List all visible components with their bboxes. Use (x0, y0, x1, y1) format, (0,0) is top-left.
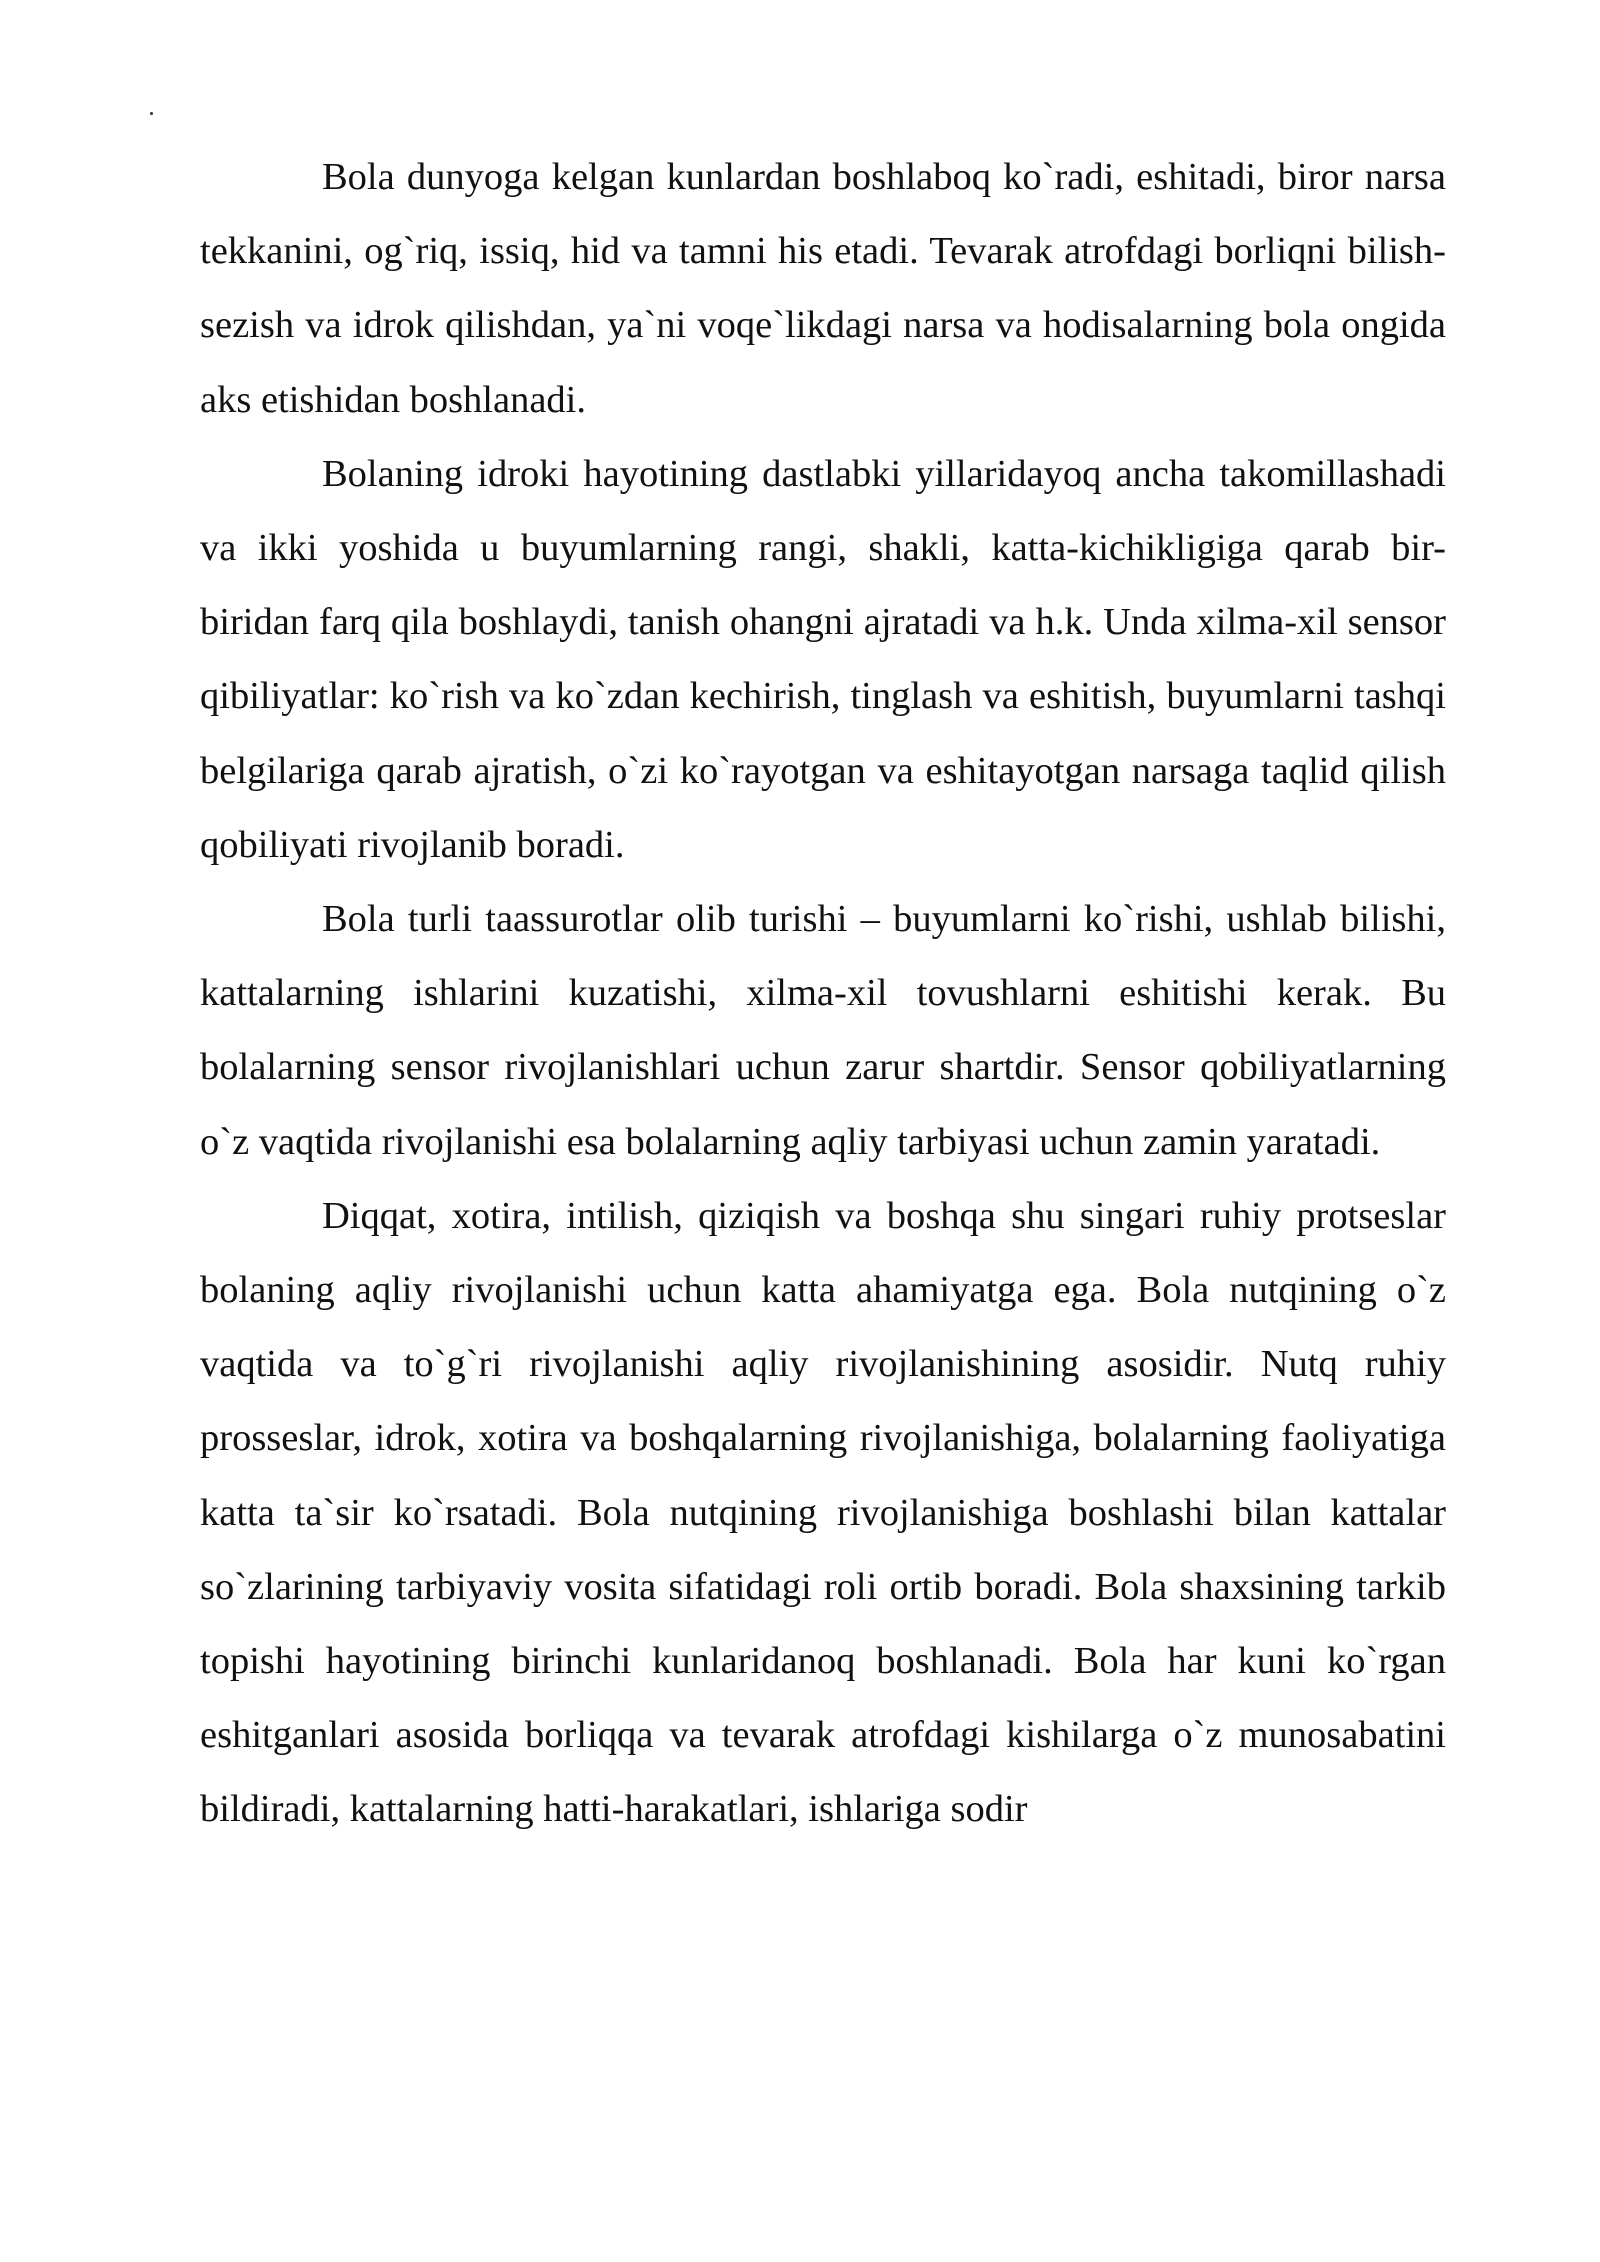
page-corner-mark (150, 112, 153, 115)
document-body (200, 140, 1446, 1847)
paragraph-2: Bolaning idroki hayotining dastlabki yillaridayoq ancha takomillashadi va ikki yoshida u buyumlarning rangi, shakli, katta-kichikligiga qarab bir-biridan farq qila boshlaydi, tanish ohangni ajratadi va h.k. Unda xilma-xil sensor qibiliyatlar: ko`rish va ko`zdan kechirish, tinglash va eshitish, buyumlarni tashqi belgilariga qarab ajratish, o`zi ko`rayotgan va eshitayotgan narsaga taqlid qilish qobiliyati rivojlanib boradi. (200, 452, 1446, 866)
paragraph-1: Bola dunyoga kelgan kunlardan boshlaboq ko`radi, eshitadi, biror narsa tekkanini, og`riq, issiq, hid va tamni his etadi. Tevarak atrofdagi borliqni bilish-sezish va idrok qilishdan, ya`ni voqe`likdagi narsa va hodisalarning bola ongida aks etishidan boshlanadi. (200, 156, 1446, 421)
paragraph-4: Diqqat, xotira, intilish, qiziqish va boshqa shu singari ruhiy protseslar bolaning aqliy rivojlanishi uchun katta ahamiyatga ega. Bola nutqining o`z vaqtida va to`g`ri rivojlanishi aqliy rivojlanishining asosidir. Nutq ruhiy prosseslar, idrok, xotira va boshqalarning rivojlanishiga, bolalarning faoliyatiga katta ta`sir ko`rsatadi. Bola nutqining rivojlanishiga boshlashi bilan kattalar so`zlarining tarbiyaviy vosita sifatidagi roli ortib boradi. Bola shaxsining tarkib topishi hayotining birinchi kunlaridanoq boshlanadi. Bola har kuni ko`rgan eshitganlari asosida borliqqa va tevarak atrofdagi kishilarga o`z munosabatini bildiradi, kattalarning hatti-harakatlari, ishlariga sodir (200, 1194, 1446, 1831)
paragraph-3: Bola turli taassurotlar olib turishi – buyumlarni ko`rishi, ushlab bilishi, kattalarning ishlarini kuzatishi, xilma-xil tovushlarni eshitishi kerak. Bu bolalarning sensor rivojlanishlari uchun zarur shartdir. Sensor qobiliyatlarning o`z vaqtida rivojlanishi esa bolalarning aqliy tarbiyasi uchun zamin yaratadi. (200, 898, 1446, 1163)
